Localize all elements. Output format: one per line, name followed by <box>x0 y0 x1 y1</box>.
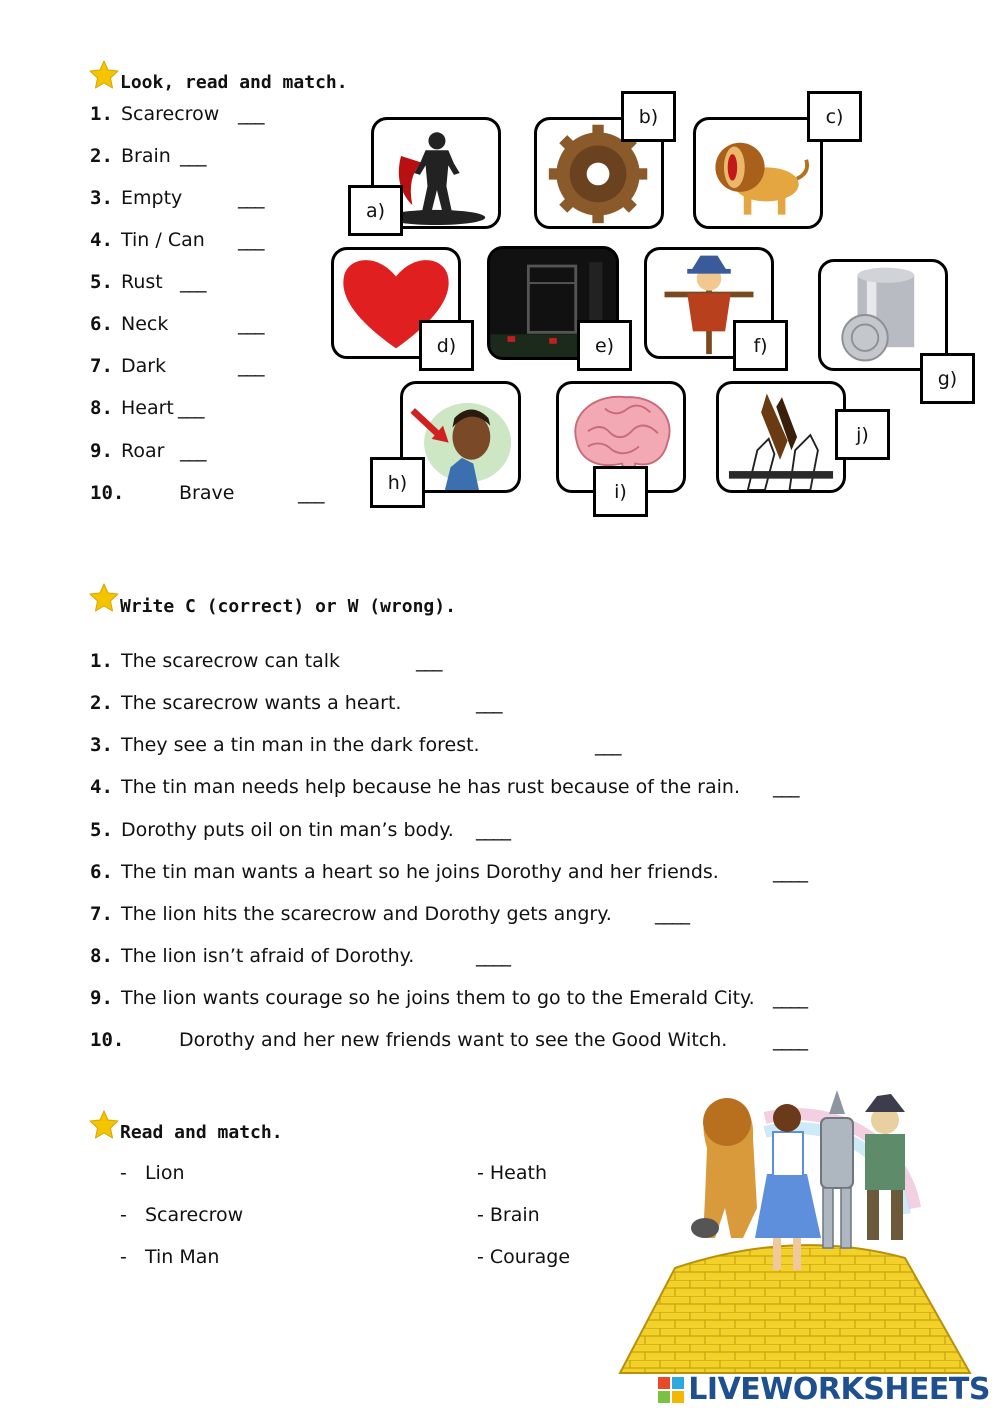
list-item: 9. Roar <box>90 440 165 462</box>
answer-blank[interactable]: ____ <box>476 819 510 841</box>
answer-blank[interactable]: ___ <box>180 271 206 293</box>
answer-blank[interactable]: ____ <box>773 861 807 883</box>
answer-blank[interactable]: ___ <box>238 103 264 125</box>
list-item: 6. Neck <box>90 313 169 335</box>
answer-blank[interactable]: ___ <box>773 776 799 798</box>
star-icon <box>89 583 119 613</box>
list-item: 8. Heart <box>90 397 174 419</box>
yellow-brick-road-illustration <box>615 1088 980 1378</box>
label-j: j) <box>835 409 890 460</box>
label-b: b) <box>621 91 676 142</box>
answer-blank[interactable]: ____ <box>773 987 807 1009</box>
answer-blank[interactable]: ___ <box>178 397 204 419</box>
answer-blank[interactable]: ___ <box>180 440 206 462</box>
match-left-item: - Tin Man <box>120 1246 220 1268</box>
match-right-item: - Brain <box>477 1204 540 1226</box>
list-item: 5. Rust <box>90 271 163 293</box>
list-item: 6. The tin man wants a heart so he joins Dorothy and her friends. <box>90 861 719 883</box>
list-item: 4. The tin man needs help because he has rust because of the rain. <box>90 776 740 798</box>
answer-blank[interactable]: ___ <box>238 187 264 209</box>
list-item: 1. The scarecrow can talk <box>90 650 341 672</box>
answer-blank[interactable]: ___ <box>238 313 264 335</box>
list-item: 3. They see a tin man in the dark forest. <box>90 734 480 756</box>
answer-blank[interactable]: ___ <box>298 482 324 504</box>
list-item: 7. The lion hits the scarecrow and Dorothy gets angry. <box>90 903 612 925</box>
list-item: 9. The lion wants courage so he joins them to go to the Emerald City. <box>90 987 755 1009</box>
match-right-item: - Courage <box>477 1246 571 1268</box>
answer-blank[interactable]: ___ <box>476 692 502 714</box>
answer-blank[interactable]: ___ <box>595 734 621 756</box>
section3-title: Read and match. <box>120 1122 283 1143</box>
list-item: 2. Brain <box>90 145 171 167</box>
liveworksheets-logo: LIVEWORKSHEETS <box>658 1372 990 1407</box>
answer-blank[interactable]: ____ <box>773 1029 807 1051</box>
label-g: g) <box>920 353 975 404</box>
liveworksheets-logo-icon <box>658 1377 684 1403</box>
section1-title: Look, read and match. <box>120 72 348 93</box>
list-item: 4. Tin / Can <box>90 229 205 251</box>
list-item: 7. Dark <box>90 355 167 377</box>
answer-blank[interactable]: ___ <box>238 355 264 377</box>
list-item: 10. Dorothy and her new friends want to see the Good Witch. <box>90 1029 728 1051</box>
picture-hands-tearing <box>716 381 846 493</box>
match-left-item: - Scarecrow <box>120 1204 244 1226</box>
answer-blank[interactable]: ___ <box>416 650 442 672</box>
answer-blank[interactable]: ___ <box>238 229 264 251</box>
list-item: 10. Brave <box>90 482 235 504</box>
star-icon <box>89 60 119 90</box>
list-item: 8. The lion isn’t afraid of Dorothy. <box>90 945 415 967</box>
label-f: f) <box>733 320 788 371</box>
match-left-item: - Lion <box>120 1162 185 1184</box>
list-item: 5. Dorothy puts oil on tin man’s body. <box>90 819 454 841</box>
star-icon <box>89 1110 119 1140</box>
picture-roaring-lion <box>693 117 823 229</box>
match-right-item: - Heath <box>477 1162 548 1184</box>
answer-blank[interactable]: ___ <box>180 145 206 167</box>
list-item: 3. Empty <box>90 187 183 209</box>
label-e: e) <box>577 320 632 371</box>
label-a: a) <box>348 185 403 236</box>
list-item: 2. The scarecrow wants a heart. <box>90 692 402 714</box>
label-h: h) <box>370 457 425 508</box>
list-item: 1. Scarecrow <box>90 103 220 125</box>
answer-blank[interactable]: ____ <box>476 945 510 967</box>
answer-blank[interactable]: ____ <box>655 903 689 925</box>
label-i: i) <box>593 466 648 517</box>
section2-title: Write C (correct) or W (wrong). <box>120 596 456 617</box>
label-d: d) <box>419 320 474 371</box>
label-c: c) <box>807 91 862 142</box>
